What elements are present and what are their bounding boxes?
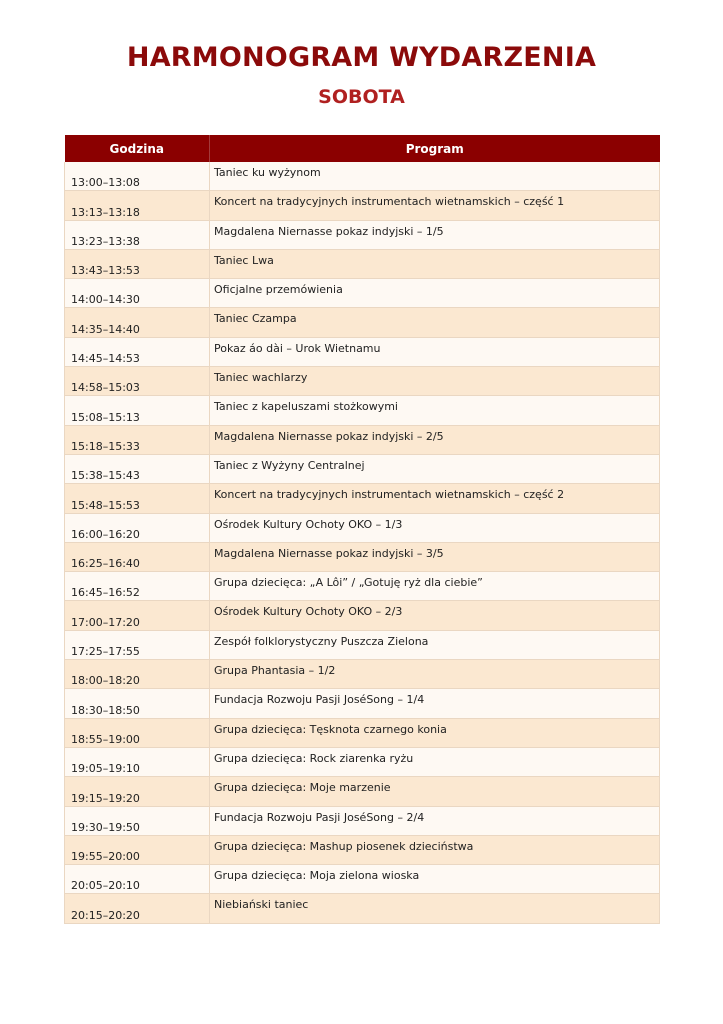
page-title: HARMONOGRAM WYDARZENIA [126, 42, 597, 73]
table-row [65, 425, 660, 454]
program-cell: Magdalena Niernasse pokaz indyjski – 1/5 [210, 220, 660, 249]
table-row [65, 367, 660, 396]
table-row [65, 689, 660, 718]
table-row [65, 718, 660, 747]
time-cell: 17:00–17:20 [65, 601, 210, 630]
time-cell: 16:25–16:40 [65, 542, 210, 571]
time-cell: 14:45–14:53 [65, 337, 210, 366]
time-cell: 20:05–20:10 [65, 865, 210, 894]
program-cell: Oficjalne przemówienia [210, 279, 660, 308]
schedule-table [64, 135, 660, 924]
time-cell: 18:30–18:50 [65, 689, 210, 718]
time-cell: 14:35–14:40 [65, 308, 210, 337]
program-cell: Zespół folklorystyczny Puszcza Zielona [210, 630, 660, 659]
table-row [65, 249, 660, 278]
time-cell: 14:00–14:30 [65, 279, 210, 308]
program-cell: Grupa dziecięca: „A Lôi” / „Gotuję ryż dla ciebie” [210, 572, 660, 601]
time-cell: 19:30–19:50 [65, 806, 210, 835]
time-cell: 17:25–17:55 [65, 630, 210, 659]
program-cell: Taniec z Wyżyny Centralnej [210, 454, 660, 483]
program-cell: Ośrodek Kultury Ochoty OKO – 1/3 [210, 513, 660, 542]
column-header-time: Godzina [65, 135, 210, 162]
program-cell: Magdalena Niernasse pokaz indyjski – 3/5 [210, 542, 660, 571]
program-cell: Fundacja Rozwoju Pasji JoséSong – 2/4 [210, 806, 660, 835]
table-row [65, 894, 660, 923]
program-cell: Grupa dziecięca: Rock ziarenka ryżu [210, 747, 660, 776]
table-row [65, 513, 660, 542]
time-cell: 15:48–15:53 [65, 484, 210, 513]
table-row [65, 308, 660, 337]
table-row [65, 572, 660, 601]
time-cell: 13:13–13:18 [65, 191, 210, 220]
time-cell: 20:15–20:20 [65, 894, 210, 923]
table-row [65, 191, 660, 220]
program-cell: Fundacja Rozwoju Pasji JoséSong – 1/4 [210, 689, 660, 718]
table-row [65, 396, 660, 425]
time-cell: 14:58–15:03 [65, 367, 210, 396]
table-row [65, 660, 660, 689]
time-cell: 15:38–15:43 [65, 454, 210, 483]
table-row [65, 865, 660, 894]
table-row [65, 777, 660, 806]
program-cell: Grupa dziecięca: Moje marzenie [210, 777, 660, 806]
program-cell: Koncert na tradycyjnych instrumentach wietnamskich – część 1 [210, 191, 660, 220]
table-row [65, 162, 660, 191]
program-cell: Grupa dziecięca: Mashup piosenek dzieciństwa [210, 835, 660, 864]
time-cell: 15:18–15:33 [65, 425, 210, 454]
time-cell: 16:45–16:52 [65, 572, 210, 601]
time-cell: 15:08–15:13 [65, 396, 210, 425]
table-row [65, 747, 660, 776]
table-row [65, 484, 660, 513]
program-cell: Grupa Phantasia – 1/2 [210, 660, 660, 689]
time-cell: 19:05–19:10 [65, 747, 210, 776]
table-row [65, 220, 660, 249]
program-cell: Taniec Czampa [210, 308, 660, 337]
program-cell: Magdalena Niernasse pokaz indyjski – 2/5 [210, 425, 660, 454]
table-row [65, 835, 660, 864]
column-header-program: Program [210, 135, 660, 162]
table-row [65, 630, 660, 659]
page-subtitle: SOBOTA [318, 86, 405, 108]
table-row [65, 601, 660, 630]
time-cell: 16:00–16:20 [65, 513, 210, 542]
program-cell: Pokaz áo dài – Urok Wietnamu [210, 337, 660, 366]
time-cell: 19:15–19:20 [65, 777, 210, 806]
table-row [65, 542, 660, 571]
program-cell: Niebiański taniec [210, 894, 660, 923]
time-cell: 18:55–19:00 [65, 718, 210, 747]
program-cell: Grupa dziecięca: Moja zielona wioska [210, 865, 660, 894]
table-row [65, 337, 660, 366]
program-cell: Taniec wachlarzy [210, 367, 660, 396]
time-cell: 13:43–13:53 [65, 249, 210, 278]
time-cell: 19:55–20:00 [65, 835, 210, 864]
table-header-row [65, 135, 660, 162]
program-cell: Taniec z kapeluszami stożkowymi [210, 396, 660, 425]
program-cell: Taniec Lwa [210, 249, 660, 278]
time-cell: 13:00–13:08 [65, 162, 210, 191]
table-row [65, 279, 660, 308]
schedule-body [65, 162, 660, 923]
program-cell: Taniec ku wyżynom [210, 162, 660, 191]
program-cell: Grupa dziecięca: Tęsknota czarnego konia [210, 718, 660, 747]
table-row [65, 806, 660, 835]
program-cell: Koncert na tradycyjnych instrumentach wietnamskich – część 2 [210, 484, 660, 513]
time-cell: 13:23–13:38 [65, 220, 210, 249]
time-cell: 18:00–18:20 [65, 660, 210, 689]
table-row [65, 454, 660, 483]
program-cell: Ośrodek Kultury Ochoty OKO – 2/3 [210, 601, 660, 630]
